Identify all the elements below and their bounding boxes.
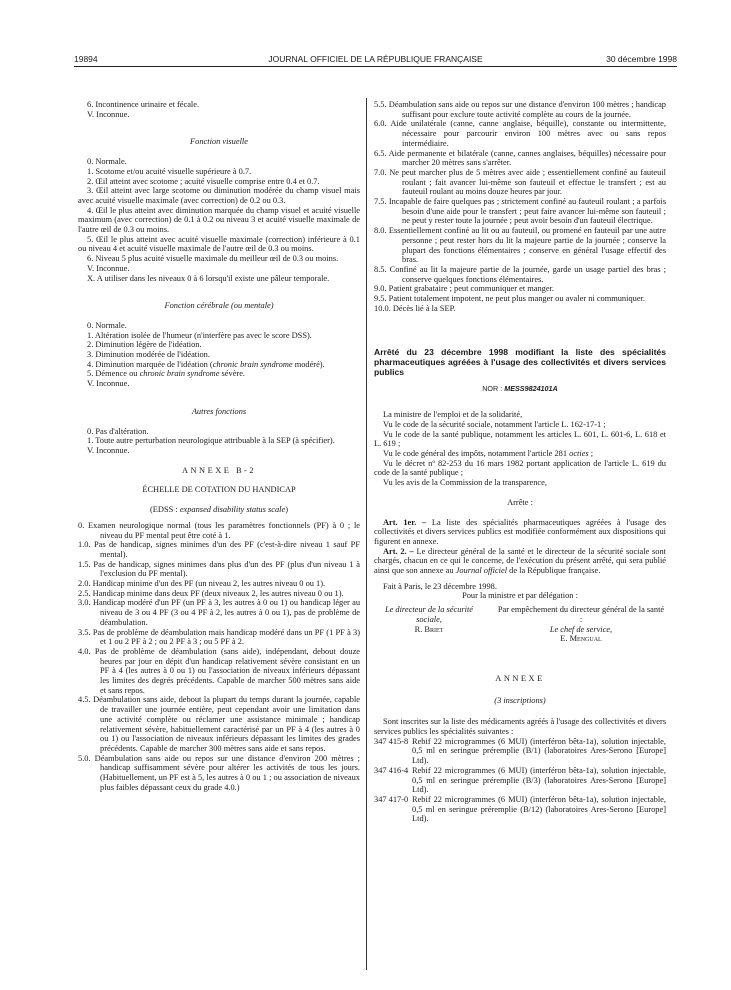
scale-text: Essentiellement confiné au lit ou au fauteuil, ou promené en fauteuil par une autre personne ; peut rester hors du lit la majeure partie de la journée ; conserve la plupart des fonctions élémentaires ; conserve en général l'usage effectif des bras. (388, 226, 666, 265)
scale-code: 5.0. (78, 753, 91, 763)
scale-code: 6.5. (374, 148, 387, 158)
scale-code: 10.0. (374, 303, 391, 313)
scale-code: 7.5. (374, 197, 387, 207)
preamble-line: La ministre de l'emploi et de la solidarité, (383, 410, 523, 420)
list-item: 5. Œil le plus atteint avec acuité visuelle maximale (correction) inférieure à 0.1 ou niveau 4 et acuité visuelle maximale de l'autre œil de 0.3 ou moins. (78, 234, 360, 254)
scale-code: 9.5. (374, 294, 387, 304)
scale-item (374, 168, 666, 197)
scale-text: Déambulation sans aide ou repos sur une distance d'environ 100 mètres ; handicap suffisant pour exclure toute activité complète au cours de la journée. (388, 100, 666, 119)
list-item: 3. Œil atteint avec large scotome ou diminution modérée du champ visuel mais avec acuité visuelle maximale (avec correction) de 0.2 ou 0.3. (78, 186, 360, 205)
list-item: 0. Normale. (87, 320, 127, 330)
signatory-name: E. Mengual (560, 634, 602, 644)
scale-text: Confiné au lit la majeure partie de la journée, garde un usage partiel des bras ; conserve quelques fonctions élémentaires. (389, 264, 666, 284)
product-list (374, 737, 666, 824)
preamble-line: Vu le décret nº 82-253 du 16 mars 1982 portant application de l'article L. 619 du code de la santé publique ; (374, 458, 666, 478)
scale-item (78, 560, 360, 579)
list-item: 1. Altération isolée de l'humeur (n'interfère pas avec le score DSS). (87, 330, 312, 340)
list-item: V. Inconnue. (87, 109, 130, 119)
scale-item (374, 265, 666, 284)
scale-code: 2.0. (78, 579, 91, 589)
list-item: 2. Œil atteint avec scotome ; acuité visuelle comprise entre 0.4 et 0.7. (87, 176, 320, 186)
signatory-line: Par empêchement du directeur général de la santé : (497, 605, 665, 624)
scale-item (374, 226, 666, 265)
inscriptions-count: (3 inscriptions) (494, 695, 546, 705)
product-description: Rebif 22 microgrammes (6 MUI) (interféron bêta-1a), solution injectable, 0,5 ml en seringue préremplie (B/12) (laboratoires Ares-Serono [Europe] Ltd). (412, 794, 666, 824)
scale-code: 8.5. (374, 264, 387, 274)
preamble-line: Vu le code général des impôts, notamment l'article 281 octies ; (383, 448, 594, 458)
list-item: 2. Diminution légère de l'idéation. (87, 340, 202, 350)
scale-text: Ne peut marcher plus de 5 mètres avec aide ; essentiellement confiné au fauteuil roulant ; fait avancer lui-même son fauteuil et effectue le transfert ; est au fauteuil roulant au moins douze heures par jour. (389, 167, 666, 197)
scale-item (374, 294, 666, 304)
scale-item (374, 119, 666, 148)
scale-text: Pas de problème de déambulation (sans aide), indépendant, debout douze heures par jour en dépit d'un handicap relativement sévère consistant en un PF à 4 (les autres à 0 ou 1) ou l'association de niveaux inférieurs dépassant les limites des degrés précédents. Capable de marcher 500 mètres sans aide et sans repos. (94, 646, 361, 695)
delegation-line: Pour la ministre et par délégation : (462, 591, 578, 601)
list-item: 6. Incontinence urinaire et fécale. (87, 100, 200, 109)
scale-item (78, 521, 360, 540)
list-item: 4. Diminution marquée de l'idéation (chronic brain syndrome modéré). (87, 359, 325, 369)
scale-item (78, 589, 360, 599)
scale-text: Pas de handicap, signes minimes dans plus d'un des PF (plus d'un niveau 1 à l'exclusion du PF mental). (93, 559, 360, 579)
page-number: 19894 (74, 54, 98, 64)
scale-text: Décès lié à la SEP. (392, 303, 456, 313)
preamble-line: Vu le code de la santé publique, notamment les articles L. 601, L. 601-6, L. 618 et L. 619 ; (374, 429, 666, 449)
journal-title: JOURNAL OFFICIEL DE LA RÉPUBLIQUE FRANÇAISE (268, 54, 483, 64)
handicap-scale-list (374, 100, 666, 313)
scale-item (78, 647, 360, 696)
annex-title: ANNEXE (495, 673, 545, 683)
section-title-autres: Autres fonctions (191, 406, 247, 416)
scale-code: 9.0. (374, 284, 387, 294)
scale-text: Aide permanente et bilatérale (canne, cannes anglaises, béquilles) nécessaire pour marcher 20 mètres sans s'arrêter. (388, 148, 666, 168)
list-item: 0. Pas d'altération. (87, 426, 149, 436)
handicap-scale-list (78, 521, 360, 793)
scale-item (78, 579, 360, 589)
scale-text: Handicap minime d'un des PF (un niveau 2, les autres niveau 0 ou 1). (92, 579, 326, 589)
list-item: V. Inconnue. (87, 445, 130, 455)
scale-text: Handicap minime dans deux PF (deux niveaux 2, les autres niveau 0 ou 1). (92, 588, 344, 598)
decree-title: Arrêté du 23 décembre 1998 modifiant la liste des spécialités pharmaceutiques agréées à l'usage des collectivités et divers services publics (374, 347, 666, 378)
scale-item (78, 754, 360, 793)
scale-code: 6.0. (374, 119, 387, 129)
scale-text: Examen neurologique normal (tous les paramètres fonctionnels (PF) à 0 ; le niveau du PF mental peut être coté à 1. (88, 520, 360, 540)
scale-item (374, 197, 666, 226)
arrete-label: Arrête : (507, 497, 533, 507)
column-divider (366, 98, 367, 970)
list-item: 4. Œil le plus atteint avec diminution marquée du champ visuel et acuité visuelle maximum (avec correction) de 0.1 à 0.2 ou niveau 3 et acuité visuelle maximale de l'autre œil de 0.3 ou moins. (78, 205, 360, 235)
scale-code: 1.0. (78, 540, 91, 550)
scale-text: Handicap modéré d'un PF (un PF à 3, les autres à 0 ou 1) ou handicap léger au niveau de 3 ou 4 PF (3 ou 4 PF à 2, les autres à 0 ou 1), pas de problème de déambulation. (92, 598, 361, 627)
scale-item (78, 598, 360, 627)
scale-code: 7.0. (374, 167, 387, 177)
signature-date: Fait à Paris, le 23 décembre 1998. (383, 581, 497, 591)
list-item: X. A utiliser dans les niveaux 0 à 6 lorsqu'il existe une pâleur temporale. (87, 273, 330, 283)
scale-text: Déambulation sans aide ou repos sur une distance d'environ 200 mètres ; handicap suffisamment sévère pour altérer les activités de tous les jours. (Habituellement, un PF est à 5, les autres à 0 ou 1 ; ou association de niveaux plus faibles dépassant ceux du grade 4.0.) (94, 753, 361, 792)
annex-b2-title: ANNEXE B-2 (181, 465, 257, 475)
product-description: Rebif 22 microgrammes (6 MUI) (interféron bêta-1a), solution injectable, 0,5 ml en seringue préremplie (B/1) (laboratoires Ares-Serono [Europe] Ltd). (412, 736, 666, 766)
scale-code: 8.0. (374, 226, 387, 236)
list-item: 1. Scotome et/ou acuité visuelle supérieure à 0.7. (87, 166, 252, 176)
signatory-name: R. Briet (414, 624, 444, 634)
issue-date: 30 décembre 1998 (606, 54, 677, 64)
product-row (374, 737, 666, 766)
scale-text: Patient totalement impotent, ne peut plus manger ou avaler ni communiquer. (388, 294, 645, 304)
scale-code: 4.5. (78, 695, 91, 705)
scale-code: 4.0. (78, 646, 91, 656)
signatory-title: Le chef de service, (549, 624, 613, 634)
scale-text: Incapable de faire quelques pas ; strictement confiné au fauteuil roulant ; a parfois besoin d'une aide pour le transfert ; peut faire avancer lui-même son fauteuil ; ne peut y rester toute la journée ; peut avoir besoin d'un fauteuil électrique. (388, 197, 667, 226)
scale-text: Patient grabataire ; peut communiquer et manger. (388, 284, 555, 294)
scale-code: 0. (78, 520, 85, 530)
product-code: 347 417-0 (374, 794, 409, 804)
section-title-cerebrale: Fonction cérébrale (ou mentale) (164, 301, 274, 311)
scale-text: Pas de problème de déambulation mais handicap modéré dans un PF (1 PF à 3) et 1 ou 2 PF à 2 ; ou 2 PF à 3 ; ou 5 PF à 2. (92, 627, 361, 647)
scale-item (374, 284, 666, 294)
product-description: Rebif 22 microgrammes (6 MUI) (interféron bêta-1a), solution injectable, 0,5 ml en seringue préremplie (B/3) (laboratoires Ares-Serono [Europe] Ltd). (412, 765, 666, 795)
article-2: Art. 2. – Le directeur général de la santé et le directeur de la sécurité sociale sont chargés, chacun en ce qui le concerne, de l'exécution du présent arrêté, qui sera publié ainsi que son annexe au Journal officiel de la République française. (374, 546, 666, 576)
scale-text: Déambulation sans aide, debout la plupart du temps durant la journée, capable de travailler une journée entière, peut cependant avoir une limitation dans une activité complète ou réclamer une assistance minimale ; handicap relativement sévère, habituellement caractérisé par un PF à 4 (les autres à 0 ou 1) ou l'association de niveaux inférieurs dépassant les limites des grades précédents. Capable de marcher 300 mètres sans aide et sans repos. (93, 695, 360, 753)
signatory-title: Le directeur de la sécurité sociale, (384, 605, 474, 624)
scale-code: 5.5. (374, 100, 387, 109)
scale-item (374, 304, 666, 314)
scale-code: 3.5. (78, 627, 91, 637)
scale-item (78, 540, 360, 559)
list-item: 1. Toute autre perturbation neurologique attribuable à la SEP (à spécifier). (87, 436, 335, 446)
scale-code: 3.0. (78, 598, 91, 608)
scale-item (78, 695, 360, 753)
nor-reference: NOR : MESS9824101A (482, 384, 558, 394)
preamble-line: Vu le code de la sécurité sociale, notamment l'article L. 162-17-1 ; (383, 419, 606, 429)
article-1: Art. 1er. – La liste des spécialités pharmaceutiques agréées à l'usage des collectivités et divers services publics est modifiée conformément aux dispositions qui figurent en annexe. (374, 517, 667, 546)
header-rule (74, 66, 677, 67)
left-column (78, 100, 360, 792)
scale-item (374, 149, 666, 168)
list-item: V. Inconnue. (87, 379, 130, 389)
list-item: 5. Démence ou chronic brain syndrome sévère. (87, 369, 246, 379)
list-item: V. Inconnue. (87, 263, 130, 273)
list-item: 0. Normale. (87, 157, 127, 167)
product-row (374, 795, 666, 824)
section-title-visuelle: Fonction visuelle (190, 137, 248, 147)
right-column (374, 100, 666, 824)
signatures (374, 605, 666, 644)
annex-intro: Sont inscrites sur la liste des médicaments agréés à l'usage des collectivités et divers services publics les spécialités suivantes : (374, 717, 666, 737)
scale-code: 2.5. (78, 588, 91, 598)
scale-item (374, 100, 666, 119)
scale-code: 1.5. (78, 559, 91, 569)
product-code: 347 416-4 (374, 765, 409, 775)
product-row (374, 766, 666, 795)
list-item: 3. Diminution modérée de l'idéation. (87, 350, 210, 360)
annex-b2-subtitle: ÉCHELLE DE COTATION DU HANDICAP (142, 485, 296, 495)
edss-line: (EDSS : expansed disability status scale) (150, 505, 288, 515)
scale-item (78, 628, 360, 647)
scale-text: Aide unilatérale (canne, canne anglaise, béquille), constante ou intermittente, nécessaire pour parcourir environ 100 mètres avec ou sans repos intermédiaire. (390, 119, 666, 148)
list-item: 6. Niveau 5 plus acuité visuelle maximale du meilleur œil de 0.3 ou moins. (87, 254, 339, 264)
scale-text: Pas de handicap, signes minimes d'un des PF (c'est-à-dire niveau 1 sauf PF mental). (93, 540, 360, 559)
preamble-line: Vu les avis de la Commission de la transparence, (383, 478, 547, 488)
product-code: 347 415-8 (374, 736, 409, 746)
